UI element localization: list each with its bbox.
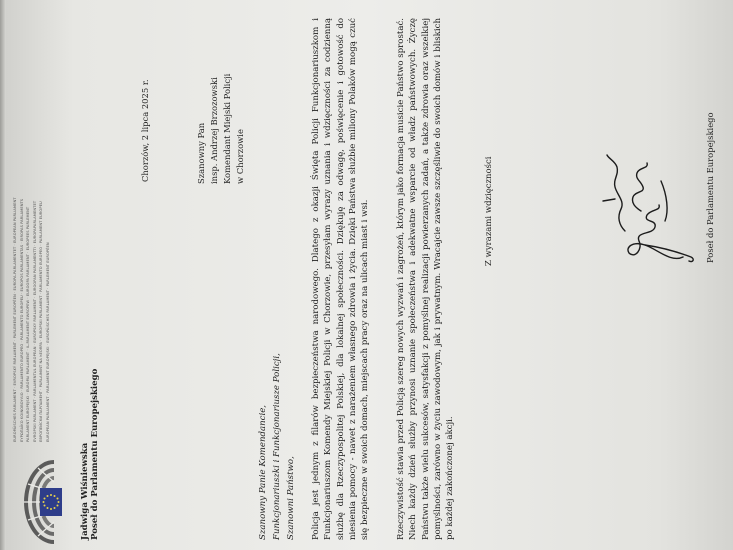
- recipient-line: Szanowny Pan: [196, 122, 206, 184]
- body-paragraph: Policja jest jednym z filarów bezpieczeństwa narodowego. Dlatego z okazji Święta Policji Funkcjonariuszkom i Funkcjonariuszom Komendy Miejskiej Policji w Chorzowie, przesyłam wyrazy uznania i wdzięczności za codzienną służbę dla Rzeczypospolitej Polskiej, dla lokalnej społeczności. Dziękuję za odwagę, poświęcenie i gotowość do niesienia pomocy - nawet z narażeniem własnego zdrowia i życia. Dzięki Państwa służbie miliony Polaków mogą czuć się bezpieczne w swoich domach, miejscach pracy oraz na ulicach miast i wsi.: [311, 18, 371, 540]
- closing-phrase: Z wyrazami wdzięczności: [484, 156, 494, 266]
- parliament-names-line: EUROPEAN PARLIAMENT · PARLAMENT EUROPEJSKI · EUROPÄISCHES PARLAMENT · PARLEMENT EUROPÉEN: [45, 242, 50, 442]
- sender-name: Jadwiga Wiśniewska: [80, 442, 90, 540]
- parliament-names-line: ΕΥΡΩΠΑΪΚΟ ΚΟΙΝΟΒΟΥΛΙΟ · PARLAMENTO EUROPEO · PARLAMENTO EUROPEU · EUROPOS PARLAMENTAS · EIROPAS PARLAMENTS: [19, 198, 24, 442]
- recipient-line: Komendant Miejski Policji: [222, 73, 232, 184]
- closing-role: Poseł do Parlamentu Europejskiego: [705, 112, 715, 263]
- body-paragraph: Rzeczywistość stawia przed Policją szereg nowych wyzwań i zagrożeń, którym jako formacja musicie Państwo sprostać. Niech każdy dzień służby przynosi uznanie społeczeństwa i adekwatne wsparcie od władz państwowych. Życzę Państwu także wielu sukcesów, satysfakcji z pomyślnej realizacji powierzanych zadań, a także zdrowia oraz wszelkiej pomyślności, zarówno w życiu zawodowym, jak i prywatnym. Wracajcie zawsze szczęśliwie do swoich domów i bliskich po każdej zakończonej akcji.: [396, 18, 456, 540]
- parliament-names-line: ЕВРОПЕЙСКИ ПАРЛАМЕНТ · PARLAIMINT NA hEORPA · EUROPSKI PARLAMENT · PARLAMENTO EUROPEO · PARLAMENT EUROPEU: [39, 201, 44, 442]
- salutation-line: Funkcjonariuszki i Funkcjonariusze Policji,: [272, 353, 282, 540]
- handwritten-signature: [595, 151, 700, 271]
- sender-role: Poseł do Parlamentu Europejskiego: [90, 368, 100, 540]
- salutation-line: Szanowni Państwo,: [286, 456, 296, 540]
- european-parliament-logo: [10, 450, 76, 550]
- recipient-line: w Chorzowie: [235, 129, 245, 184]
- parliament-names-block: [12, 47, 52, 442]
- salutation-line: Szanowny Panie Komendancie,: [258, 404, 268, 540]
- parliament-names-line: PARLAMENT EUROPEJSKI · EURÓPAI PARLAMENT · IL-PARLAMENT EWROPEW · EUROOPA PARLAMENT · EUROPEES PARLEMENT: [26, 206, 31, 442]
- recipient-line: insp. Andrzej Brzozowski: [209, 77, 219, 184]
- parliament-names-line: EVROPSKI PARLAMENT · PARLAMENTUL EUROPEAN · EURÓPSKY PARLAMENT · EUROOPAN PARLAMENTTI · EUROPAPARLAMENTET: [32, 200, 37, 442]
- letter-date: Chorzów, 2 lipca 2025 r.: [140, 79, 150, 182]
- parliament-names-line: EUROPÄISCHES PARLAMENT · EVROPSKÝ PARLAMENT · PARLEMENT EUROPÉEN · EUROPA-PARLAMENTET · EUROPEAN PARLIAMENT: [13, 197, 17, 442]
